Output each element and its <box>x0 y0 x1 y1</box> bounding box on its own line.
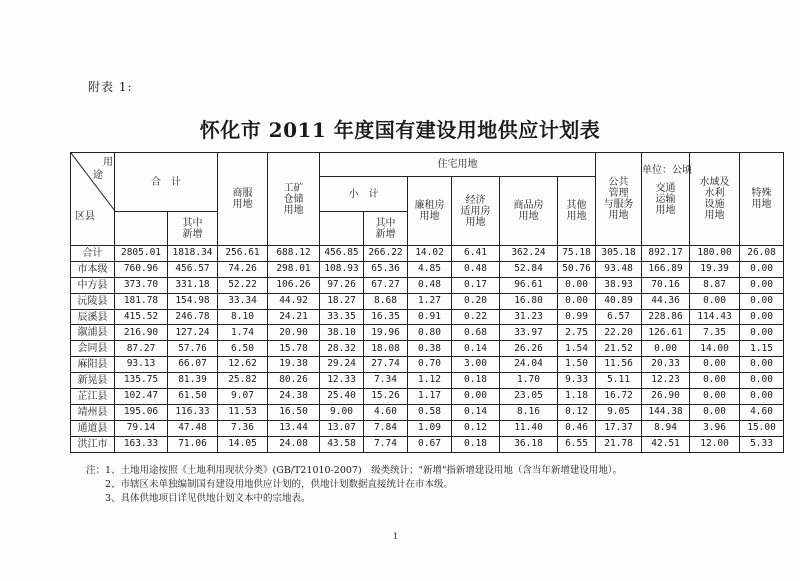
table-cell: 0.48 <box>408 277 452 293</box>
table-cell: 4.60 <box>364 404 408 420</box>
table-cell: 0.14 <box>452 404 500 420</box>
table-cell: 108.93 <box>320 261 364 277</box>
table-cell: 33.34 <box>218 293 268 309</box>
table-cell: 246.78 <box>168 309 218 325</box>
table-cell: 12.33 <box>320 373 364 389</box>
table-cell: 0.80 <box>408 325 452 341</box>
table-cell: 11.56 <box>596 357 642 373</box>
table-cell: 22.20 <box>596 325 642 341</box>
table-cell: 81.39 <box>168 373 218 389</box>
table-cell: 19.38 <box>268 357 320 373</box>
table-cell: 0.12 <box>558 404 596 420</box>
table-cell: 79.14 <box>115 420 168 436</box>
table-cell: 456.85 <box>320 246 364 262</box>
footnote-2: 2、市辖区未单独编制国有建设用地供应计划的，供地计划数据直接统计在市本级。 <box>86 479 454 490</box>
table-cell: 38.93 <box>596 277 642 293</box>
table-cell: 0.00 <box>740 357 784 373</box>
table-row <box>71 309 784 325</box>
table-cell: 7.34 <box>364 373 408 389</box>
table-row <box>71 404 784 420</box>
table-cell: 0.22 <box>452 309 500 325</box>
table-cell: 16.72 <box>596 389 642 405</box>
col-header-transport: 交通 运输 用地 <box>642 153 690 246</box>
table-cell: 74.26 <box>218 261 268 277</box>
table-cell: 154.98 <box>168 293 218 309</box>
corner-header <box>71 153 115 246</box>
col-header-res-subtotal: 小 计 <box>320 177 408 212</box>
table-cell: 1.54 <box>558 341 596 357</box>
row-district-name: 中方县 <box>71 277 115 293</box>
table-cell: 1.18 <box>558 389 596 405</box>
table-cell: 106.26 <box>268 277 320 293</box>
table-cell: 114.43 <box>690 309 740 325</box>
table-cell: 20.33 <box>642 357 690 373</box>
table-row <box>71 341 784 357</box>
table-cell: 1.70 <box>500 373 558 389</box>
table-cell: 87.27 <box>115 341 168 357</box>
table-cell: 116.33 <box>168 404 218 420</box>
footnote-1: 注：1、土地用途按照《土地利用现状分类》(GB/T21010-2007) 级类统计；"新增"指新增建设用地（含当年新增建设用地）。 <box>86 465 623 476</box>
table-cell: 26.90 <box>642 389 690 405</box>
table-cell: 42.51 <box>642 436 690 452</box>
table-cell: 415.52 <box>115 309 168 325</box>
table-cell: 7.36 <box>218 420 268 436</box>
table-cell: 688.12 <box>268 246 320 262</box>
table-cell: 31.23 <box>500 309 558 325</box>
table-cell: 14.05 <box>218 436 268 452</box>
table-cell: 71.06 <box>168 436 218 452</box>
table-cell: 6.55 <box>558 436 596 452</box>
table-cell: 5.33 <box>740 436 784 452</box>
table-cell: 0.00 <box>740 261 784 277</box>
table-cell: 0.68 <box>452 325 500 341</box>
table-cell: 28.32 <box>320 341 364 357</box>
table-cell: 93.13 <box>115 357 168 373</box>
table-cell: 305.18 <box>596 246 642 262</box>
table-cell: 760.96 <box>115 261 168 277</box>
land-supply-table <box>70 152 784 453</box>
table-cell: 25.40 <box>320 389 364 405</box>
table-cell: 1.27 <box>408 293 452 309</box>
footnote-3: 3、具体供地项目详见供地计划文本中的宗地表。 <box>86 493 311 504</box>
table-cell: 0.00 <box>690 293 740 309</box>
table-cell: 14.00 <box>690 341 740 357</box>
table-cell: 29.24 <box>320 357 364 373</box>
table-cell: 12.00 <box>690 436 740 452</box>
table-cell: 0.38 <box>408 341 452 357</box>
table-cell: 25.82 <box>218 373 268 389</box>
table-cell: 9.33 <box>558 373 596 389</box>
row-district-name: 会同县 <box>71 341 115 357</box>
row-district-name: 沅陵县 <box>71 293 115 309</box>
table-row <box>71 357 784 373</box>
table-cell: 96.61 <box>500 277 558 293</box>
table-cell: 50.76 <box>558 261 596 277</box>
table-cell: 0.00 <box>558 277 596 293</box>
table-cell: 66.07 <box>168 357 218 373</box>
table-cell: 61.50 <box>168 389 218 405</box>
table-cell: 47.48 <box>168 420 218 436</box>
table-cell: 0.00 <box>452 389 500 405</box>
table-cell: 1.09 <box>408 420 452 436</box>
table-cell: 0.18 <box>452 373 500 389</box>
row-district-name: 芷江县 <box>71 389 115 405</box>
table-cell: 24.08 <box>268 436 320 452</box>
table-cell: 0.00 <box>740 389 784 405</box>
table-cell: 0.67 <box>408 436 452 452</box>
table-cell: 0.91 <box>408 309 452 325</box>
table-cell: 0.20 <box>452 293 500 309</box>
table-row <box>71 246 784 262</box>
table-cell: 24.04 <box>500 357 558 373</box>
table-cell: 65.36 <box>364 261 408 277</box>
table-cell: 13.07 <box>320 420 364 436</box>
table-cell: 52.22 <box>218 277 268 293</box>
row-district-name: 辰溪县 <box>71 309 115 325</box>
table-cell: 0.18 <box>452 436 500 452</box>
table-cell: 44.36 <box>642 293 690 309</box>
table-cell: 20.90 <box>268 325 320 341</box>
table-cell: 44.92 <box>268 293 320 309</box>
table-cell: 0.00 <box>740 277 784 293</box>
table-cell: 5.11 <box>596 373 642 389</box>
page-number: 1 <box>393 532 399 541</box>
table-cell: 3.96 <box>690 420 740 436</box>
table-cell: 6.57 <box>596 309 642 325</box>
row-district-name: 洪江市 <box>71 436 115 452</box>
table-cell: 6.50 <box>218 341 268 357</box>
table-row <box>71 277 784 293</box>
unit-label: 单位：公顷 <box>642 165 692 176</box>
appendix-label: 附表 1: <box>88 80 133 94</box>
table-cell: 1.17 <box>408 389 452 405</box>
table-cell: 0.00 <box>740 373 784 389</box>
table-cell: 0.00 <box>690 404 740 420</box>
table-cell: 40.89 <box>596 293 642 309</box>
row-district-name: 麻阳县 <box>71 357 115 373</box>
table-cell: 33.35 <box>320 309 364 325</box>
page-title: 怀化市 2011 年度国有建设用地供应计划表 <box>199 118 601 142</box>
table-cell: 0.12 <box>452 420 500 436</box>
table-cell: 9.00 <box>320 404 364 420</box>
table-cell: 15.26 <box>364 389 408 405</box>
table-cell: 331.18 <box>168 277 218 293</box>
table-cell: 181.78 <box>115 293 168 309</box>
col-header-res-affordable: 经济 适用房 用地 <box>452 177 500 246</box>
table-cell: 1.15 <box>740 341 784 357</box>
table-cell: 892.17 <box>642 246 690 262</box>
table-cell: 127.24 <box>168 325 218 341</box>
table-cell: 0.58 <box>408 404 452 420</box>
col-header-res-other: 其他 用地 <box>558 177 596 246</box>
col-header-total-new: 其中 新增 <box>168 212 218 246</box>
table-cell: 7.74 <box>364 436 408 452</box>
table-row <box>71 436 784 452</box>
table-row <box>71 261 784 277</box>
table-body <box>71 246 784 453</box>
table-cell: 93.48 <box>596 261 642 277</box>
col-header-total: 合 计 <box>115 153 218 212</box>
table-cell: 298.01 <box>268 261 320 277</box>
table-cell: 13.44 <box>268 420 320 436</box>
col-header-res-sum <box>320 212 364 246</box>
table-cell: 144.38 <box>642 404 690 420</box>
col-header-res-new: 其中 新增 <box>364 212 408 246</box>
table-cell: 216.90 <box>115 325 168 341</box>
table-cell: 19.96 <box>364 325 408 341</box>
table-cell: 9.07 <box>218 389 268 405</box>
table-cell: 8.16 <box>500 404 558 420</box>
table-cell: 0.14 <box>452 341 500 357</box>
table-cell: 3.00 <box>452 357 500 373</box>
col-header-total-sum <box>115 212 168 246</box>
table-cell: 18.27 <box>320 293 364 309</box>
table-cell: 24.38 <box>268 389 320 405</box>
table-cell: 11.53 <box>218 404 268 420</box>
table-cell: 21.78 <box>596 436 642 452</box>
table-cell: 18.08 <box>364 341 408 357</box>
table-cell: 12.23 <box>642 373 690 389</box>
table-cell: 266.22 <box>364 246 408 262</box>
table-cell: 15.00 <box>740 420 784 436</box>
table-cell: 7.84 <box>364 420 408 436</box>
table-cell: 97.26 <box>320 277 364 293</box>
table-cell: 166.89 <box>642 261 690 277</box>
table-cell: 70.16 <box>642 277 690 293</box>
table-cell: 0.70 <box>408 357 452 373</box>
table-cell: 373.70 <box>115 277 168 293</box>
corner-label-mid: 途 <box>93 170 103 181</box>
table-row <box>71 293 784 309</box>
col-header-residential: 住宅用地 <box>320 153 596 177</box>
col-header-res-commodity: 商品房 用地 <box>500 177 558 246</box>
row-district-name: 新晃县 <box>71 373 115 389</box>
table-cell: 27.74 <box>364 357 408 373</box>
table-cell: 19.39 <box>690 261 740 277</box>
table-cell: 33.97 <box>500 325 558 341</box>
table-cell: 6.41 <box>452 246 500 262</box>
table-cell: 256.61 <box>218 246 268 262</box>
table-cell: 1.12 <box>408 373 452 389</box>
row-district-name: 靖州县 <box>71 404 115 420</box>
table-cell: 57.76 <box>168 341 218 357</box>
col-header-special: 特殊 用地 <box>740 153 784 246</box>
table-cell: 0.00 <box>690 373 740 389</box>
table-cell: 195.06 <box>115 404 168 420</box>
table-cell: 0.00 <box>558 293 596 309</box>
table-cell: 228.86 <box>642 309 690 325</box>
table-cell: 0.00 <box>740 325 784 341</box>
table-cell: 0.17 <box>452 277 500 293</box>
table-cell: 17.37 <box>596 420 642 436</box>
table-cell: 7.35 <box>690 325 740 341</box>
col-header-res-lowrent: 廉租房 用地 <box>408 177 452 246</box>
table-cell: 0.00 <box>740 309 784 325</box>
table-cell: 16.80 <box>500 293 558 309</box>
table-cell: 21.52 <box>596 341 642 357</box>
table-cell: 43.58 <box>320 436 364 452</box>
table-cell: 1818.34 <box>168 246 218 262</box>
table-cell: 8.87 <box>690 277 740 293</box>
table-row <box>71 373 784 389</box>
table-cell: 0.00 <box>690 357 740 373</box>
corner-label-top: 用 <box>103 157 113 168</box>
table-cell: 0.00 <box>642 341 690 357</box>
table-cell: 9.05 <box>596 404 642 420</box>
row-district-name: 市本级 <box>71 261 115 277</box>
table-cell: 1.74 <box>218 325 268 341</box>
table-cell: 0.99 <box>558 309 596 325</box>
table-cell: 14.02 <box>408 246 452 262</box>
table-cell: 1.50 <box>558 357 596 373</box>
table-cell: 52.84 <box>500 261 558 277</box>
table-cell: 135.75 <box>115 373 168 389</box>
table-cell: 36.18 <box>500 436 558 452</box>
table-cell: 102.47 <box>115 389 168 405</box>
table-cell: 16.50 <box>268 404 320 420</box>
row-district-name: 合计 <box>71 246 115 262</box>
table-row <box>71 389 784 405</box>
table-cell: 8.68 <box>364 293 408 309</box>
table-cell: 26.26 <box>500 341 558 357</box>
col-header-water: 水域及 水利 设施 用地 <box>690 153 740 246</box>
table-cell: 0.00 <box>690 389 740 405</box>
table-cell: 4.60 <box>740 404 784 420</box>
table-cell: 0.48 <box>452 261 500 277</box>
corner-label-bottom: 区县 <box>75 211 95 222</box>
table-cell: 16.35 <box>364 309 408 325</box>
footnotes <box>86 464 622 506</box>
table-cell: 2805.01 <box>115 246 168 262</box>
table-cell: 11.40 <box>500 420 558 436</box>
table-cell: 8.94 <box>642 420 690 436</box>
table-cell: 75.18 <box>558 246 596 262</box>
table-cell: 15.78 <box>268 341 320 357</box>
table-cell: 38.10 <box>320 325 364 341</box>
table-cell: 180.00 <box>690 246 740 262</box>
table-cell: 67.27 <box>364 277 408 293</box>
table-cell: 2.75 <box>558 325 596 341</box>
table-cell: 126.61 <box>642 325 690 341</box>
row-district-name: 溆浦县 <box>71 325 115 341</box>
table-cell: 23.05 <box>500 389 558 405</box>
table-cell: 26.08 <box>740 246 784 262</box>
table-cell: 163.33 <box>115 436 168 452</box>
table-cell: 4.85 <box>408 261 452 277</box>
col-header-public: 公共 管理 与服务 用地 <box>596 153 642 246</box>
table-cell: 0.00 <box>740 293 784 309</box>
table-cell: 456.57 <box>168 261 218 277</box>
table-cell: 24.21 <box>268 309 320 325</box>
table-cell: 362.24 <box>500 246 558 262</box>
table-cell: 0.46 <box>558 420 596 436</box>
table-cell: 80.26 <box>268 373 320 389</box>
col-header-industrial: 工矿 仓储 用地 <box>268 153 320 246</box>
table-row <box>71 420 784 436</box>
table-cell: 8.10 <box>218 309 268 325</box>
table-cell: 12.62 <box>218 357 268 373</box>
col-header-commercial: 商服 用地 <box>218 153 268 246</box>
row-district-name: 通道县 <box>71 420 115 436</box>
table-row <box>71 325 784 341</box>
